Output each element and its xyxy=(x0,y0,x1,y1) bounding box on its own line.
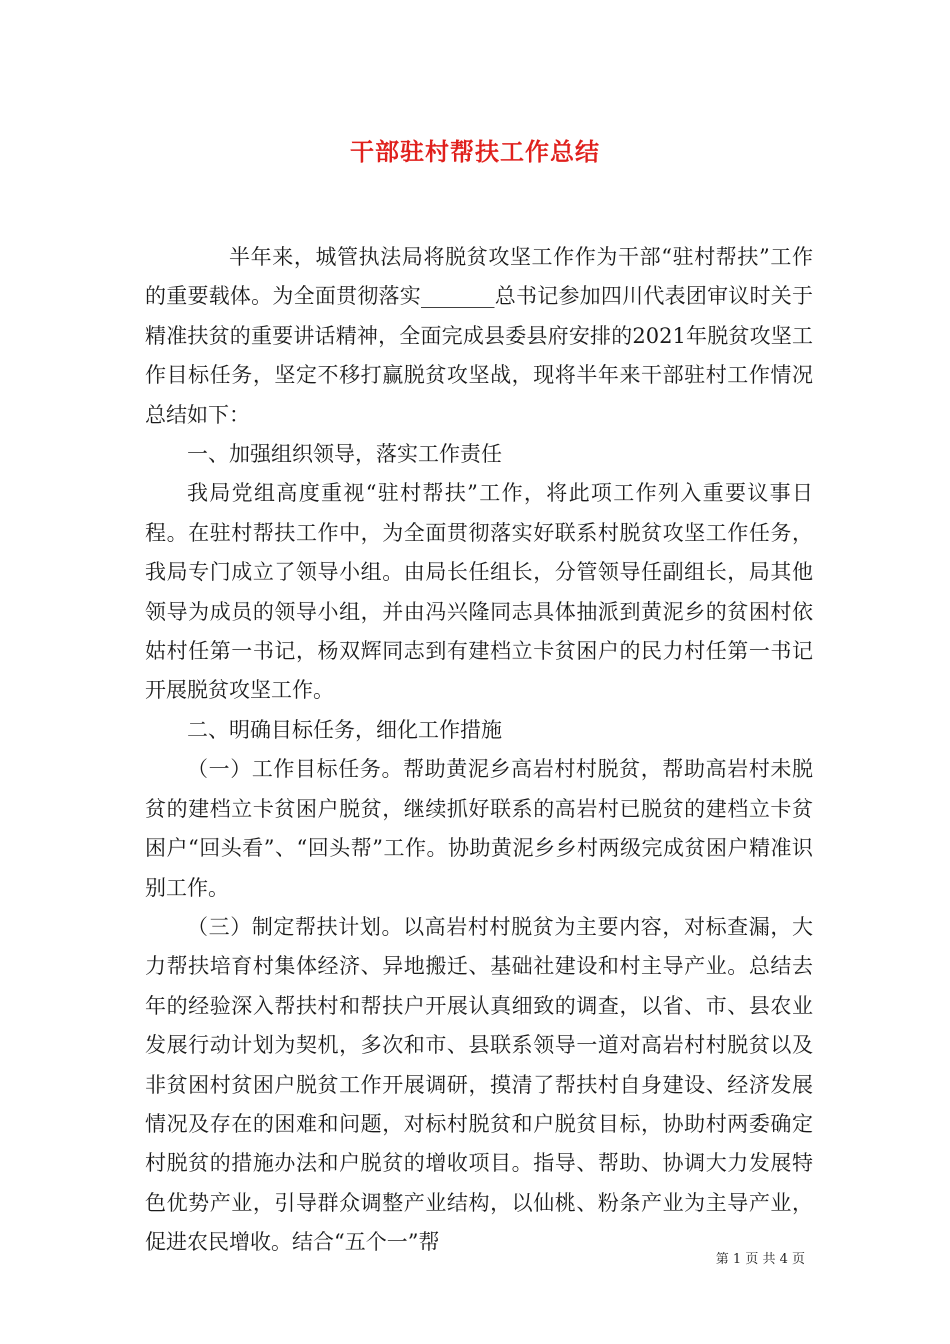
body-paragraph: 我局党组高度重视“驻村帮扶”工作，将此项工作列入重要议事日程。在驻村帮扶工作中，为全面贯彻落实好联系村脱贫攻坚工作任务，我局专门成立了领导小组。由局长任组长，分管领导任副组长，局其他领导为成员的领导小组，并由冯兴隆同志具体抽派到黄泥乡的贫困村依姑村任第一书记，杨双辉同志到有建档立卡贫困户的民力村任第一书记开展脱贫攻坚工作。 xyxy=(145,481,813,703)
body-paragraph: （一）工作目标任务。帮助黄泥乡高岩村村脱贫，帮助高岩村未脱贫的建档立卡贫困户脱贫，继续抓好联系的高岩村已脱贫的建档立卡贫困户“回头看”、“回头帮”工作。协助黄泥乡乡村两级完成贫困户精准识别工作。 xyxy=(145,757,813,900)
document-title: 干部驻村帮扶工作总结 xyxy=(350,137,600,166)
section-heading-1: 一、加强组织领导，落实工作责任 xyxy=(187,442,502,467)
body-paragraph: （三）制定帮扶计划。以高岩村村脱贫为主要内容，对标查漏，大力帮扶培育村集体经济、异地搬迁、基础社建设和村主导产业。总结去年的经验深入帮扶村和帮扶户开展认真细致的调查，以省、市、县农业发展行动计划为契机，多次和市、县联系领导一道对高岩村村脱贫以及非贫困村贫困户脱贫工作开展调研，摸清了帮扶村自身建设、经济发展情况及存在的困难和问题，对标村脱贫和户脱贫目标，协助村两委确定村脱贫的措施办法和户脱贫的增收项目。指导、帮助、协调大力发展特色优势产业，引导群众调整产业结构，以仙桃、粉条产业为主导产业，促进农民增收。结合“五个一”帮 xyxy=(145,914,813,1255)
section-heading-2: 二、明确目标任务，细化工作措施 xyxy=(187,717,502,742)
document-body xyxy=(145,238,813,1263)
page-number: 第 1 页 共 4 页 xyxy=(715,1252,805,1267)
intro-paragraph: 半年来，城管执法局将脱贫攻坚工作作为干部“驻村帮扶”工作的重要载体。为全面贯彻落实_______总书记参加四川代表团审议时关于精准扶贫的重要讲话精神，全面完成县委县府安排的2021年脱贫攻坚工作目标任务，坚定不移打赢脱贫攻坚战，现将半年来干部驻村工作情况总结如下： xyxy=(145,245,813,427)
